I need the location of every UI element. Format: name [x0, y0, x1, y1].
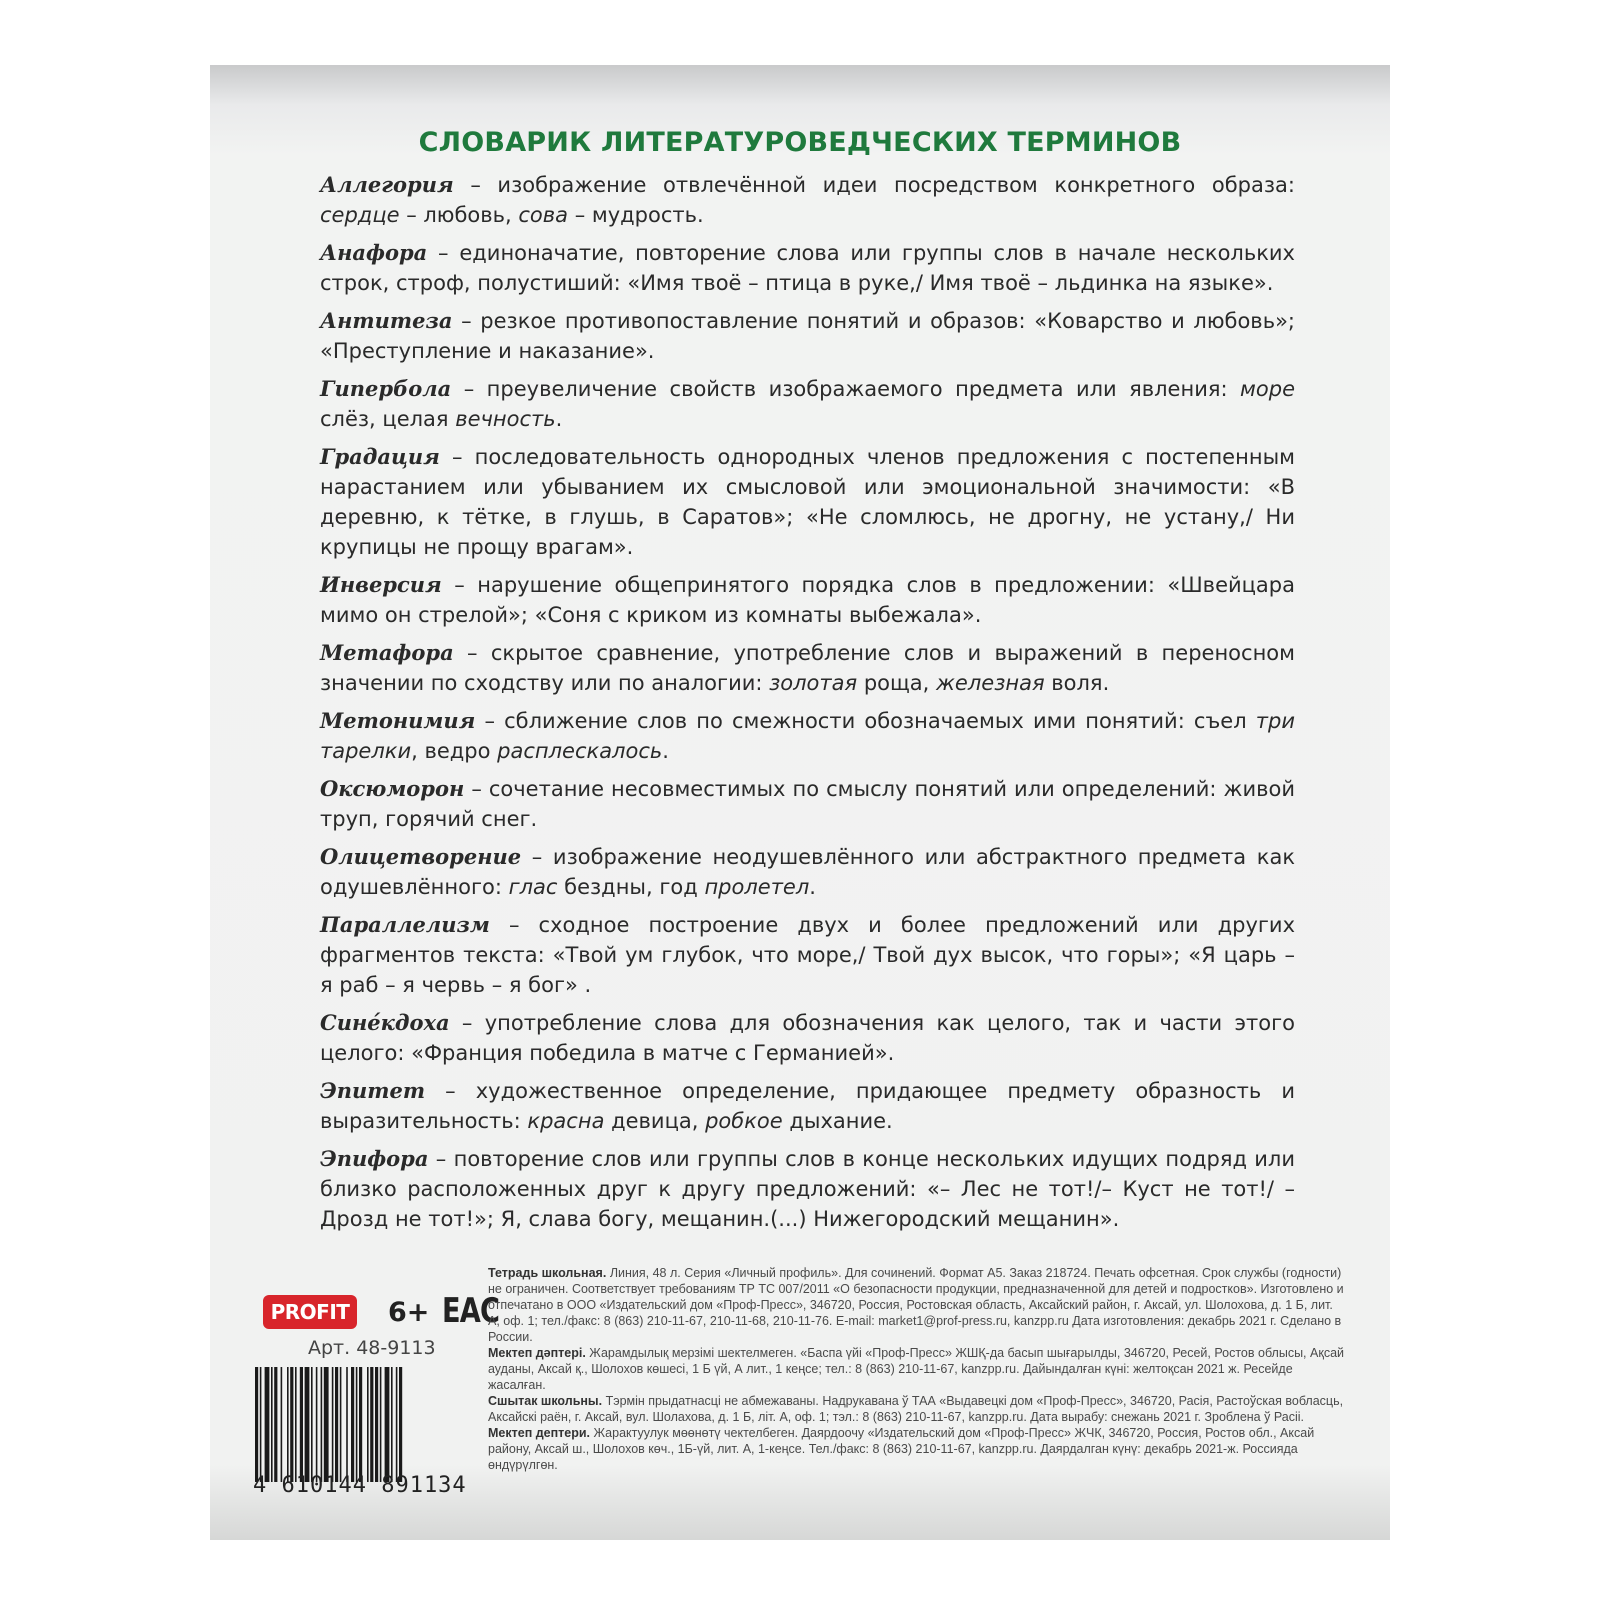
term-definition: – нарушение общепринятого порядка слов в предложении: «Швейцара мимо он стрелой»; «Соня с криком из комнаты выбежала».	[320, 573, 1295, 627]
term-name: Олицетворение	[320, 844, 522, 869]
barcode-bar	[335, 1367, 338, 1482]
term-entry	[320, 910, 1295, 1000]
age-rating: 6+	[388, 1297, 430, 1328]
barcode-bar	[260, 1367, 262, 1482]
barcode-bar	[321, 1367, 323, 1482]
term-example: глас	[508, 875, 558, 899]
term-example: железная	[936, 671, 1045, 695]
term-name: Сине́кдоха	[320, 1010, 450, 1035]
barcode-bar	[356, 1367, 358, 1482]
term-entry	[320, 170, 1295, 230]
term-name: Анафора	[320, 240, 428, 265]
page-title: СЛОВАРИК ЛИТЕРАТУРОВЕДЧЕСКИХ ТЕРМИНОВ	[418, 127, 1182, 158]
term-name: Гипербола	[320, 376, 452, 401]
brand-logo: PROFIT	[263, 1295, 357, 1329]
term-entry	[320, 374, 1295, 434]
term-example: робкое	[705, 1109, 783, 1133]
term-definition: бездны, год	[557, 875, 705, 899]
barcode-bar	[351, 1367, 354, 1482]
term-name: Антитеза	[320, 308, 453, 333]
term-definition: – сочетание несовместимых по смыслу понятий или определений: живой труп, горячий снег.	[320, 777, 1295, 831]
term-entry	[320, 442, 1295, 562]
barcode-bar	[367, 1367, 369, 1482]
term-example: сердце	[320, 203, 400, 227]
term-entry	[320, 842, 1295, 902]
term-entry	[320, 1144, 1295, 1234]
term-definition: .	[555, 407, 563, 431]
term-entry	[320, 774, 1295, 834]
term-definition: – любовь,	[399, 203, 519, 227]
barcode-bar	[346, 1367, 348, 1482]
term-name: Оксюморон	[320, 776, 465, 801]
term-example: красна	[527, 1109, 605, 1133]
barcode-bar	[396, 1367, 398, 1482]
barcode-bar	[300, 1367, 303, 1482]
term-definition: – изображение отвлечённой идеи посредством конкретного образа:	[453, 173, 1295, 197]
eac-mark: EAC	[442, 1291, 500, 1331]
term-definition: – сближение слов по смежности обозначаемых ими понятий: съел	[475, 709, 1256, 733]
notebook-back-cover	[210, 65, 1390, 1540]
terms-list	[320, 170, 1295, 1242]
barcode-bar	[385, 1367, 390, 1482]
barcode-bar	[305, 1367, 310, 1482]
term-definition: .	[809, 875, 816, 899]
term-definition: дыхание.	[782, 1109, 893, 1133]
term-entry	[320, 638, 1295, 698]
term-definition: – употребление слова для обозначения как целого, так и части этого целого: «Франция победила в матче с Германией».	[320, 1011, 1295, 1065]
term-definition: слёз, целая	[320, 407, 456, 431]
barcode-bar	[311, 1367, 313, 1482]
barcode-bar	[370, 1367, 373, 1482]
barcode-bar	[391, 1367, 393, 1482]
term-name: Метафора	[320, 640, 454, 665]
term-definition: .	[662, 739, 669, 763]
fine-print-paragraph	[488, 1393, 1348, 1425]
term-definition: – единоначатие, повторение слова или группы слов в начале нескольких строк, строф, полустиший: «Имя твоё – птица в руке,/ Имя твоё – льдинка на языке».	[320, 241, 1295, 295]
term-name: Эпифора	[320, 1146, 429, 1171]
fine-print	[488, 1265, 1348, 1473]
barcode-bar	[271, 1367, 273, 1482]
fine-print-text: Жарамдылық мерзімі шектелмеген. «Баспа үйі «Проф-Пресс» ЖШҚ-да басып шығарылды, 346720, Ресей, Ростов облысы, Ақсай ауданы, Аксай қ., Шолохов көшесі, 1 Б үй, А лит., 1 кеңсе; тел.: 8 (863) 210-11-67, kanzpp.ru. Дайындалған күні: желтоқсан 2021 ж. Ресейде жасалған.	[488, 1346, 1344, 1392]
term-definition: – изображение неодушевлённого или абстрактного предмета как одушевлённого:	[320, 845, 1295, 899]
term-definition: воля.	[1044, 671, 1110, 695]
term-example: расплескалось	[497, 739, 663, 763]
term-entry	[320, 570, 1295, 630]
barcode-bar	[287, 1367, 289, 1482]
term-definition: – сходное построение двух и более предложений или других фрагментов текста: «Твой ум глубок, что море,/ Твой дух высок, что горы»; «Я царь – я раб – я червь – я бог» .	[320, 913, 1295, 997]
term-entry	[320, 238, 1295, 298]
term-example: золотая	[769, 671, 858, 695]
fine-print-paragraph	[488, 1265, 1348, 1345]
term-definition: – мудрость.	[568, 203, 704, 227]
term-definition: – повторение слов или группы слов в конце нескольких идущих подряд или близко расположенных друг к другу предложений: «– Лес не тот!/– Куст не тот!/ – Дрозд не тот!»; Я, слава богу, мещанин.(...) Нижегородский мещанин».	[320, 1147, 1295, 1231]
barcode-bar	[340, 1367, 342, 1482]
term-name: Эпитет	[320, 1078, 426, 1103]
barcode-bar	[316, 1367, 318, 1482]
term-entry	[320, 1076, 1295, 1136]
fine-print-text: Линия, 48 л. Серия «Личный профиль». Для сочинений. Формат А5. Заказ 218724. Печать офсетная. Срок службы (годности) не ограничен. Соответствует требованиям ТР ТС 007/2011 «О безопасности продукции, предназначенной для детей и подростков». Изготовлено и отпечатано в ООО «Издательский дом «Проф-Пресс», 346720, Россия, Ростовская область, Аксайский район, г. Аксай, ул. Шолохова, д. 1 Б, лит. А, оф. 1; тел./факс: 8 (863) 210-11-67, 210-11-68, 210-11-76. E-mail: market1@prof-press.ru, kanzpp.ru Дата изготовления: декабрь 2021 г. Сделано в России.	[488, 1266, 1344, 1344]
term-name: Метонимия	[320, 708, 476, 733]
term-entry	[320, 306, 1295, 366]
barcode-bar	[290, 1367, 293, 1482]
fine-print-heading: Мектеп дәптері.	[488, 1346, 586, 1360]
fine-print-paragraph	[488, 1345, 1348, 1393]
term-definition: – преувеличение свойств изображаемого предмета или явления:	[451, 377, 1241, 401]
term-example: сова	[518, 203, 569, 227]
barcode-image	[255, 1367, 475, 1482]
term-definition: – последовательность однородных членов предложения с постепенным нарастанием или убыванием их смысловой или эмоциональной значимости: «В деревню, к тётке, в глушь, в Саратов»; «Не сломлюсь, не дрогну, не устану,/ Ни крупицы не прощу врагам».	[320, 445, 1295, 559]
barcode-bar	[375, 1367, 378, 1482]
barcode-bar	[265, 1367, 270, 1482]
term-example: вечность	[455, 407, 556, 431]
term-entry	[320, 1008, 1295, 1068]
fine-print-heading: Мектеп дептери.	[488, 1426, 591, 1440]
term-definition: – резкое противопоставление понятий и образов: «Коварство и любовь»; «Преступление и наказание».	[320, 309, 1295, 363]
fine-print-text: Жарактуулук мөөнөтү чектелбеген. Даярдоочу «Издательский дом «Проф-Пресс» ЖЧК, 346720, Россия, Ростов обл., Аксай району, Аксай ш., Шолохов көч., 1Б-үй, лит. А, 1-кеңсе. Тел./факс: 8 (863) 210-11-67, kanzpp.ru. Даярдалган күнү: декабрь 2021-ж. Россияда өндүрүлгөн.	[488, 1426, 1315, 1472]
barcode-bar	[399, 1367, 402, 1482]
barcode-number: 4 610144 891134	[253, 1473, 467, 1498]
term-definition: роща,	[857, 671, 937, 695]
term-name: Аллегория	[320, 172, 454, 197]
article-number: Арт. 48-9113	[308, 1337, 436, 1359]
barcode-bar	[324, 1367, 329, 1482]
barcode-bar	[332, 1367, 334, 1482]
term-definition: девица,	[604, 1109, 706, 1133]
term-example: три тарелки	[320, 709, 1295, 763]
fine-print-heading: Тетрадь школьная.	[488, 1266, 607, 1280]
term-example: море	[1240, 377, 1295, 401]
term-entry	[320, 706, 1295, 766]
fine-print-heading: Сшытак школьны.	[488, 1394, 603, 1408]
barcode-bar	[274, 1367, 277, 1482]
term-name: Параллелизм	[320, 912, 490, 937]
term-definition: , ведро	[411, 739, 498, 763]
barcode-bar	[281, 1367, 283, 1482]
term-name: Градация	[320, 444, 440, 469]
barcode-bar	[359, 1367, 362, 1482]
barcode-bar	[255, 1367, 258, 1482]
term-name: Инверсия	[320, 572, 442, 597]
term-definition: – художественное определение, придающее предмету образность и выразительность:	[320, 1079, 1295, 1133]
barcode-bar	[295, 1367, 297, 1482]
fine-print-text: Тэрмін прыдатнасці не абмежаваны. Надрукавана ў ТАА «Выдавецкі дом «Проф-Пресс», 346720, Расія, Растоўская вобласць, Аксайскі раён, г. Аксай, вул. Шолахова, д. 1 Б, літ. А, оф. 1; тэл.: 8 (863) 210-11-67, kanzpp.ru. Дата вырабу: снежань 2021 г. Зроблена ў Расіі.	[488, 1394, 1344, 1424]
term-definition: – скрытое сравнение, употребление слов и выражений в переносном значении по сходству или по аналогии:	[320, 641, 1295, 695]
term-example: пролетел	[704, 875, 810, 899]
barcode-bar	[380, 1367, 382, 1482]
fine-print-paragraph	[488, 1425, 1348, 1473]
